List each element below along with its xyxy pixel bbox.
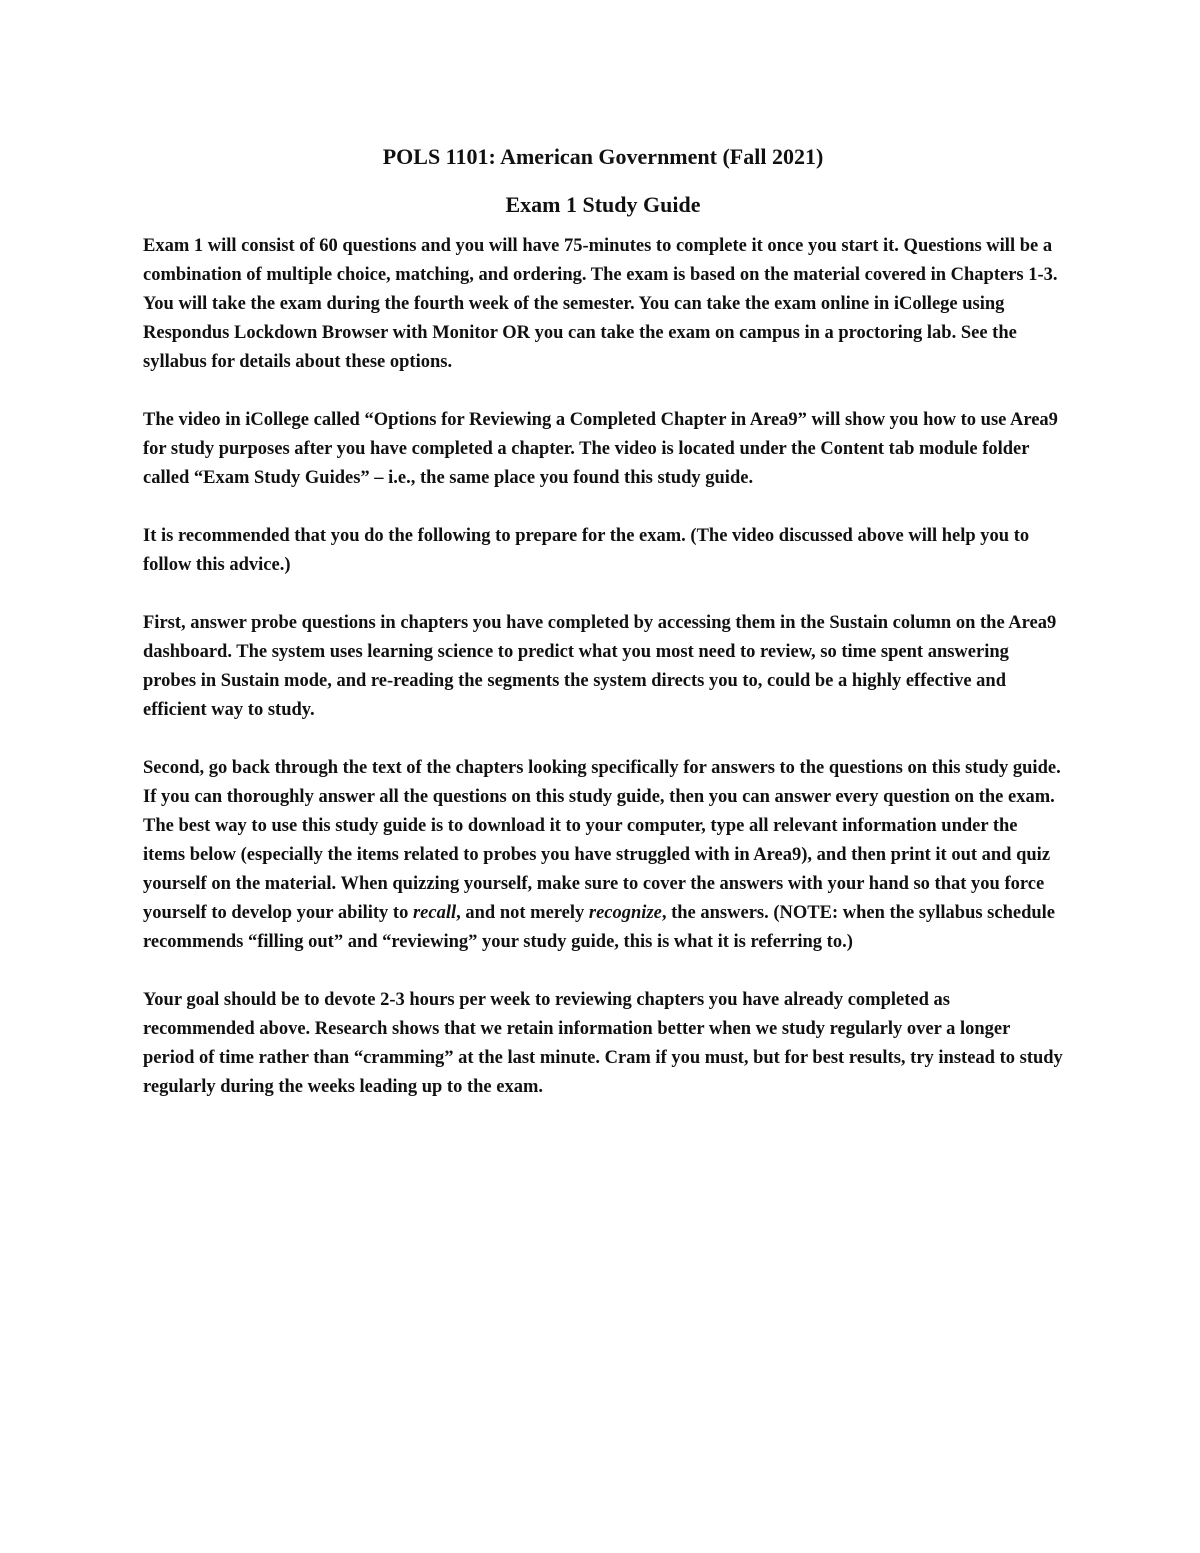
- paragraph-recommendation: It is recommended that you do the following to prepare for the exam. (The video discussed above will help you to follow this advice.): [143, 526, 1030, 575]
- second-step-text-c: , the answers. (NOTE: when the syllabus schedule recommends “filling out” and “reviewing” your study guide, this is what it is referring to.): [143, 903, 1056, 952]
- paragraph-goal: Your goal should be to devote 2-3 hours per week to reviewing chapters you have already completed as recommended above. Research shows that we retain information better when we study regularly over a longer period of time rather than “cramming” at the last minute. Cram if you must, but for best results, try instead to study regularly during the weeks leading up to the exam.: [143, 990, 1063, 1097]
- document-page: [143, 140, 1063, 1131]
- document-subtitle: Exam 1 Study Guide: [505, 192, 701, 217]
- second-step-text-b: , and not merely: [456, 903, 589, 923]
- paragraph-first-step: First, answer probe questions in chapters you have completed by accessing them in the Sustain column on the Area9 dashboard. The system uses learning science to predict what you most need to review, so time spent answering probes in Sustain mode, and re-reading the segments the system directs you to, could be a highly effective and efficient way to study.: [143, 613, 1057, 720]
- paragraph-video-info: The video in iCollege called “Options for Reviewing a Completed Chapter in Area9” will show you how to use Area9 for study purposes after you have completed a chapter. The video is located under the Content tab module folder called “Exam Study Guides” – i.e., the same place you found this study guide.: [143, 410, 1058, 488]
- paragraph-exam-overview: Exam 1 will consist of 60 questions and you will have 75-minutes to complete it once you start it. Questions will be a combination of multiple choice, matching, and ordering. The exam is based on the material covered in Chapters 1-3. You will take the exam during the fourth week of the semester. You can take the exam online in iCollege using Respondus Lockdown Browser with Monitor OR you can take the exam on campus in a proctoring lab. See the syllabus for details about these options.: [143, 236, 1058, 372]
- second-step-text-a: Second, go back through the text of the chapters looking specifically for answers to the questions on this study guide. If you can thoroughly answer all the questions on this study guide, then you can answer every question on the exam. The best way to use this study guide is to download it to your computer, type all relevant information under the items below (especially the items related to probes you have struggled with in Area9), and then print it out and quiz yourself on the material. When quizzing yourself, make sure to cover the answers with your hand so that you force yourself to develop your ability to: [143, 758, 1061, 923]
- emphasis-recognize: recognize: [588, 903, 662, 923]
- paragraph-second-step: [143, 754, 1063, 957]
- emphasis-recall: recall: [412, 903, 457, 923]
- document-title: POLS 1101: American Government (Fall 2021): [382, 144, 824, 169]
